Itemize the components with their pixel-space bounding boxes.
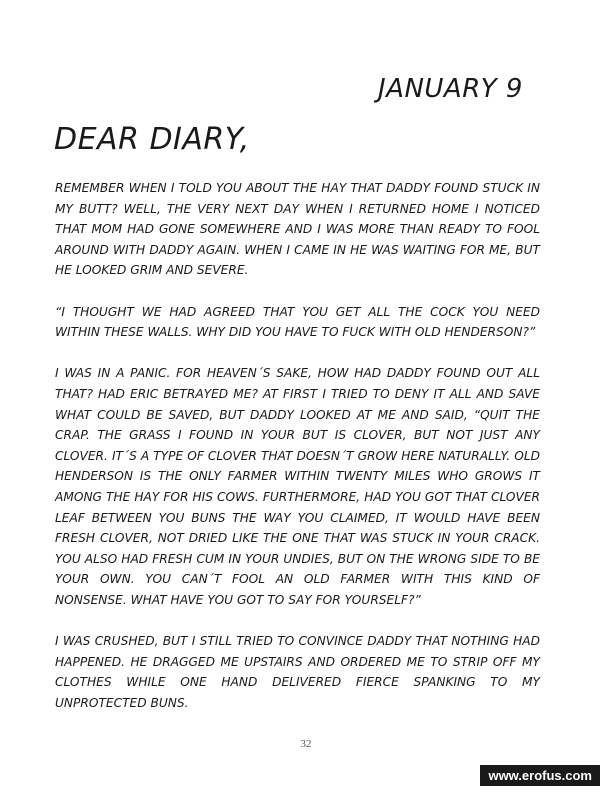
watermark-badge: www.erofus.com bbox=[480, 765, 600, 786]
entry-date: JANUARY 9 bbox=[378, 74, 523, 104]
salutation-heading: DEAR DIARY, bbox=[54, 122, 250, 157]
paragraph: I WAS IN A PANIC. FOR HEAVEN´S SAKE, HOW HAD DADDY FOUND OUT ALL THAT? HAD ERIC BETRAYED ME? AT FIRST I TRIED TO DENY IT ALL AND SAVE WHAT COULD BE SAVED, BUT DADDY LOOKED AT ME AND SAID, “QUIT THE CRAP. THE GRASS I FOUND IN YOUR BUT IS CLOVER, BUT NOT JUST ANY CLOVER. IT´S A TYPE OF CLOVER THAT DOESN´T GROW HERE NATURALLY. OLD HENDERSON IS THE ONLY FARMER WITHIN TWENTY MILES WHO GROWS IT AMONG THE HAY FOR HIS COWS. FURTHERMORE, HAD YOU GOT THAT CLOVER LEAF BETWEEN YOU BUNS THE WAY YOU CLAIMED, IT WOULD HAVE BEEN FRESH CLOVER, NOT DRIED LIKE THE ONE THAT WAS STUCK IN YOUR CRACK. YOU ALSO HAD FRESH CUM IN YOUR UNDIES, BUT ON THE WRONG SIDE TO BE YOUR OWN. YOU CAN´T FOOL AN OLD FARMER WITH THIS KIND OF NONSENSE. WHAT HAVE YOU GOT TO SAY FOR YOURSELF?” bbox=[55, 366, 540, 607]
paragraph: “I THOUGHT WE HAD AGREED THAT YOU GET ALL THE COCK YOU NEED WITHIN THESE WALLS. WHY DID YOU HAVE TO FUCK WITH OLD HENDERSON?” bbox=[55, 304, 540, 340]
paragraph: REMEMBER WHEN I TOLD YOU ABOUT THE HAY THAT DADDY FOUND STUCK IN MY BUTT? WELL, THE VERY NEXT DAY WHEN I RETURNED HOME I NOTICED THAT MOM HAD GONE SOMEWHERE AND I WAS MORE THAN READY TO FOOL AROUND WITH DADDY AGAIN. WHEN I CAME IN HE WAS WAITING FOR ME, BUT HE LOOKED GRIM AND SEVERE. bbox=[55, 181, 540, 278]
paragraph: I WAS CRUSHED, BUT I STILL TRIED TO CONVINCE DADDY THAT NOTHING HAD HAPPENED. HE DRAGGED ME UPSTAIRS AND ORDERED ME TO STRIP OFF MY CLOTHES WHILE ONE HAND DELIVERED FIERCE SPANKING TO MY UNPROTECTED BUNS. bbox=[55, 634, 540, 710]
page-number: 32 bbox=[300, 738, 312, 750]
diary-body bbox=[55, 178, 540, 734]
